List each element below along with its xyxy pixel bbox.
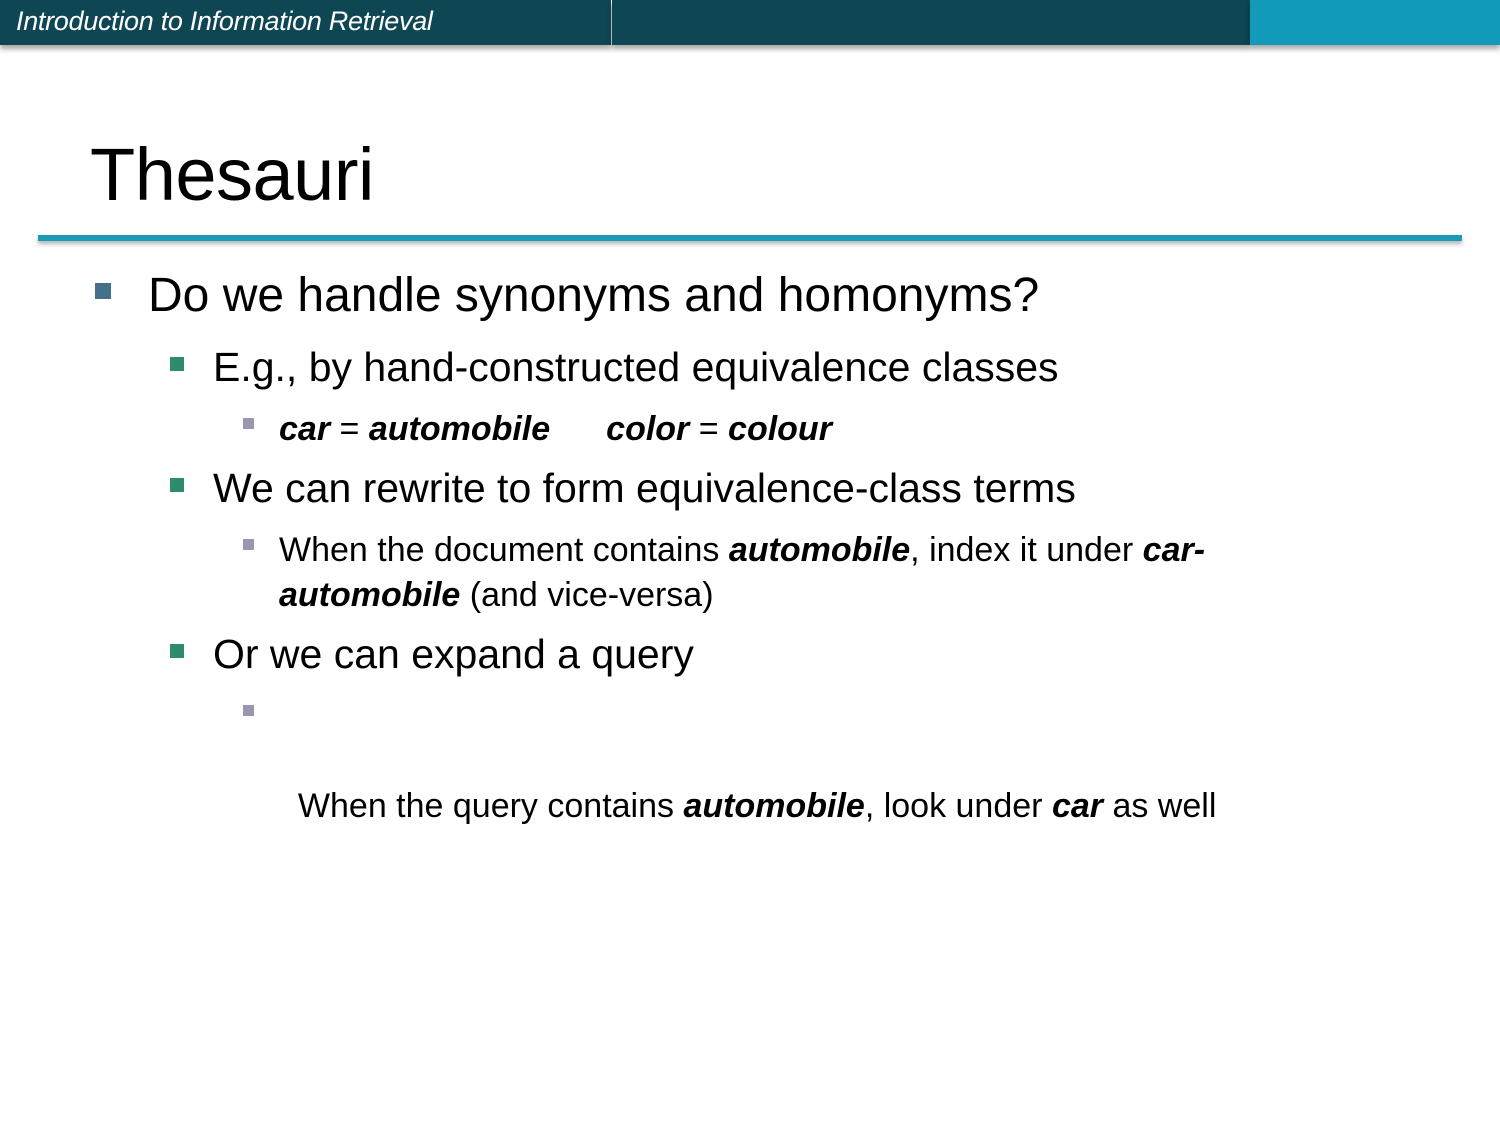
term-car-automobile: car- <box>1142 531 1206 569</box>
term-automobile: automobile <box>728 531 911 569</box>
bullet-line-2 <box>279 573 1205 618</box>
term-color: color <box>606 410 690 448</box>
bullet-text: , index it under <box>910 531 1143 569</box>
square-bullet-icon <box>243 705 254 716</box>
term-car: car <box>1051 787 1103 825</box>
equals-sign: = <box>330 410 369 448</box>
header-bar <box>0 0 1500 45</box>
bullet-level3 <box>279 694 1216 829</box>
bullet-level2 <box>213 631 694 678</box>
bullet-text: E.g., by hand-constructed equivalence classes <box>213 344 1059 390</box>
slide-title: Thesauri <box>90 133 374 216</box>
header-accent-band <box>1250 0 1500 45</box>
bullet-text: When the document contains <box>279 531 729 569</box>
bullet-text: Or we can expand a query <box>213 631 694 677</box>
title-divider <box>38 235 1462 241</box>
header-dark-band-right <box>612 0 1250 45</box>
square-bullet-icon <box>243 418 254 429</box>
square-bullet-icon <box>170 357 184 371</box>
bullet-text: as well <box>1103 787 1217 825</box>
bullet-text: When the query contains <box>297 787 684 825</box>
bullet-text: Do we handle synonyms and homonyms? <box>148 269 1040 322</box>
term-car: car <box>279 410 331 448</box>
bullet-level2 <box>213 465 1076 512</box>
bullet-level2 <box>213 344 1059 391</box>
bullet-level3 <box>279 528 1205 618</box>
bullet-text: We can rewrite to form equivalence-class terms <box>213 465 1076 511</box>
course-title: Introduction to Information Retrieval <box>16 6 433 36</box>
bullet-level3 <box>279 407 832 452</box>
term-automobile: automobile <box>279 576 461 614</box>
bullet-text: (and vice-versa) <box>460 576 714 614</box>
term-automobile: automobile <box>683 787 865 825</box>
square-bullet-icon <box>170 644 184 658</box>
bullet-level1 <box>148 268 1039 323</box>
square-bullet-icon <box>95 283 111 299</box>
bullet-text: , look under <box>864 787 1052 825</box>
square-bullet-icon <box>170 478 184 492</box>
term-colour: colour <box>728 410 832 448</box>
bullet-line-1 <box>279 528 1205 573</box>
term-automobile: automobile <box>368 410 551 448</box>
square-bullet-icon <box>243 539 254 550</box>
equals-sign: = <box>689 410 729 448</box>
